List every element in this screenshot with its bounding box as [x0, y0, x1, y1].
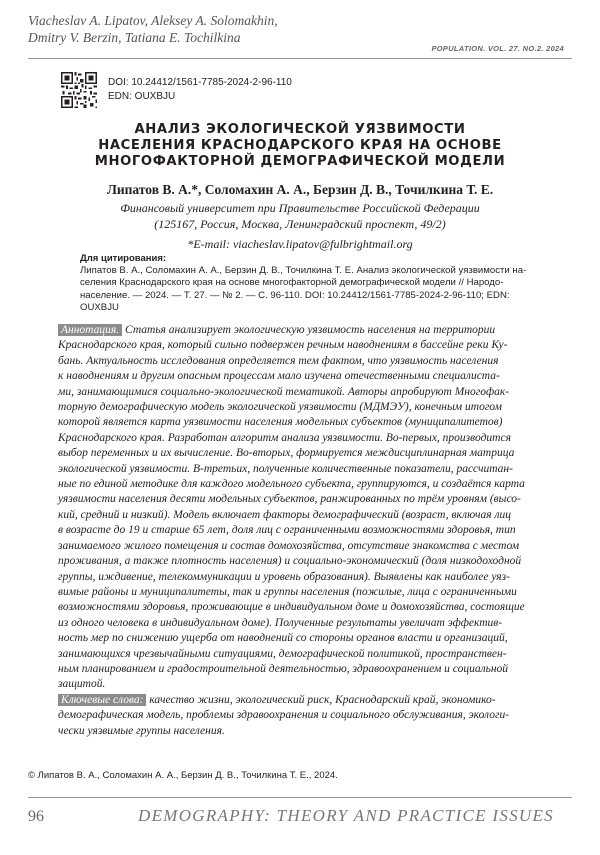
footer-divider: [28, 797, 572, 798]
header-divider: [28, 58, 572, 59]
abstract-line: группы, иждивение, телекоммуникации и уровень образования). Выявлены как наиболее уяз-: [58, 570, 543, 585]
copyright-notice: © Липатов В. А., Соломахин А. А., Берзин Д. В., Точилкина Т. Е., 2024.: [28, 770, 338, 781]
abstract-line: которой является карта уязвимости населения модельных субъектов (муниципалитетов): [58, 415, 543, 430]
doi-block: [108, 76, 292, 103]
doi-line[interactable]: DOI: 10.24412/1561-7785-2024-2-96-110: [108, 76, 292, 90]
abstract-line: из одного человека в индивидуальном доме). Полученные результаты увеличат эффектив-: [58, 616, 543, 631]
abstract-line: Краснодарского края, который сильно подвержен речным наводнениям в бассейне реки Ку-: [58, 338, 543, 353]
abstract-line: ные по единой методике для каждого модельного субъекта, группируются, и создаётся карта: [58, 477, 543, 492]
keywords-line: чески уязвимые группы населения.: [58, 724, 543, 739]
citation-line-3: население. — 2024. — Т. 27. — № 2. — С. 96-110. DOI: 10.24412/1561-7785-2024-2-96-110; EDN:: [80, 290, 540, 302]
title-line-3: МНОГОФАКТОРНОЙ ДЕМОГРАФИЧЕСКОЙ МОДЕЛИ: [60, 154, 540, 170]
citation-line-4: OUXBJU: [80, 302, 540, 314]
abstract: [58, 323, 543, 739]
qr-code-icon: [61, 72, 97, 108]
running-header-authors: [28, 12, 358, 46]
title-line-1: АНАЛИЗ ЭКОЛОГИЧЕСКОЙ УЯЗВИМОСТИ: [60, 122, 540, 138]
abstract-line: вимые районы и муниципалитеты, так и группы населения (пожилые, лица с ограниченными: [58, 585, 543, 600]
citation-label: Для цитирования:: [80, 253, 166, 264]
abstract-line: Краснодарского края. Разработан алгоритм анализа уязвимости. Во-первых, производится: [58, 431, 543, 446]
journal-name: DEMOGRAPHY: THEORY AND PRACTICE ISSUES: [138, 806, 554, 826]
abstract-line: экологической уязвимости. В-третьих, полученные количественные показатели, рассчитан-: [58, 462, 543, 477]
header-authors-line2: Dmitry V. Berzin, Tatiana E. Tochilkina: [28, 29, 358, 46]
abstract-line: [58, 323, 543, 338]
title-line-2: НАСЕЛЕНИЯ КРАСНОДАРСКОГО КРАЯ НА ОСНОВЕ: [60, 138, 540, 154]
keywords-first-line: качество жизни, экологический риск, Краснодарский край, экономико-: [146, 694, 495, 706]
page-number: 96: [28, 808, 44, 826]
keywords-line: [58, 693, 543, 708]
article-title: [60, 122, 540, 170]
abstract-line: занимаемого жилого помещения и состав домохозяйства, отсутствие знакомства с местом: [58, 539, 543, 554]
abstract-line: торную демографическую модель экологической уязвимости (МДМЭУ), конечным итогом: [58, 400, 543, 415]
abstract-label: Аннотация.: [58, 324, 122, 336]
abstract-line: уязвимости населения десяти модельных субъектов, ранжированных по трём уровням (высо-: [58, 492, 543, 507]
abstract-line: проживания, а также плотность населения) и социально-экономический (доля низкодоходной: [58, 554, 543, 569]
header-authors-line1: Viacheslav A. Lipatov, Aleksey A. Solomakhin,: [28, 12, 358, 29]
keywords-label: Ключевые слова:: [58, 694, 146, 706]
abstract-line: занимающихся чрезвычайными ситуациями, демографической политикой, пространствен-: [58, 647, 543, 662]
abstract-line: ным планированием и градостроительной деятельностью, здравоохранением и социальной: [58, 662, 543, 677]
citation-line-2: селения Краснодарского края на основе многофакторной демографической модели // Народо-: [80, 277, 540, 289]
affiliation-line-1: Финансовый университет при Правительстве Российской Федерации: [60, 201, 540, 217]
corresponding-email[interactable]: *E-mail: viacheslav.lipatov@fulbrightmail.org: [60, 237, 540, 252]
keywords-line: демографическая модель, проблемы здравоохранения и социального обслуживания, экологи-: [58, 708, 543, 723]
abstract-line: ми, занимающимися социально-экологической тематикой. Авторы апробируют Многофак-: [58, 385, 543, 400]
journal-issue-label: POPULATION. VOL. 27. NO.2. 2024: [431, 44, 564, 53]
abstract-line: бань. Актуальность исследования определяется тем фактом, что уязвимость населения: [58, 354, 543, 369]
article-authors: Липатов В. А.*, Соломахин А. А., Берзин Д. В., Точилкина Т. Е.: [60, 182, 540, 198]
abstract-line: к наводнениям и другим опасным процессам мало изучена отечественными специалиста-: [58, 369, 543, 384]
abstract-line: защитой.: [58, 677, 543, 692]
affiliation-line-2: (125167, Россия, Москва, Ленинградский проспект, 49/2): [60, 217, 540, 233]
edn-line: EDN: OUXBJU: [108, 90, 292, 104]
citation-line-1: Липатов В. А., Соломахин А. А., Берзин Д. В., Точилкина Т. Е. Анализ экологической уязвимости на-: [80, 265, 540, 277]
abstract-line: ность мер по снижению ущерба от наводнений со стороны органов власти и организаций,: [58, 631, 543, 646]
abstract-line: выбор переменных и их вычисление. Во-вторых, формируется междисциплинарная матрица: [58, 446, 543, 461]
abstract-line: кий, средний и низкий). Модель включает факторы демографический (возраст, включая лиц: [58, 508, 543, 523]
citation-text: [80, 265, 540, 314]
affiliation: [60, 201, 540, 232]
abstract-line: в возрасте до 19 и старше 65 лет, доля лиц с ограниченными возможностями здоровья, тип: [58, 523, 543, 538]
abstract-first-line: Статья анализирует экологическую уязвимость населения на территории: [122, 324, 495, 336]
abstract-line: возможностями здоровья, проживающие в индивидуальном доме и домохозяйства, состоящие: [58, 600, 543, 615]
